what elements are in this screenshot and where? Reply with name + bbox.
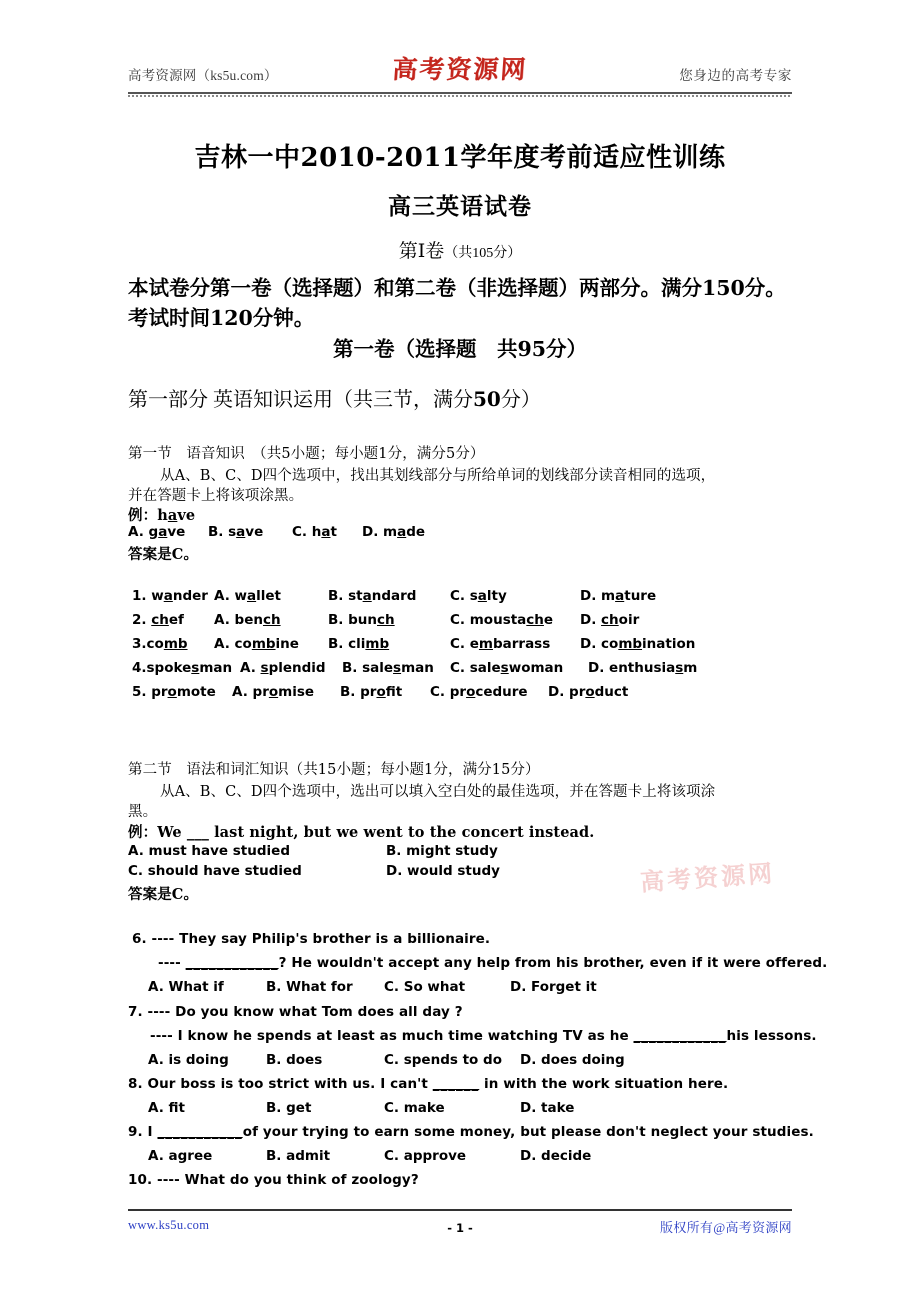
part-one-heading xyxy=(128,383,541,412)
exam-subtitle: 高三英语试卷 xyxy=(388,193,532,220)
section-one-example-word xyxy=(128,504,195,525)
header-tagline: 您身边的高考专家 xyxy=(679,68,792,83)
option-b: B. climb xyxy=(328,636,390,652)
volume-one-heading: 第一卷（选择题 共95分） xyxy=(332,337,588,361)
section-two-heading: 第二节 语法和词汇知识（共15小题；每小题1分，满分15分） xyxy=(128,762,540,778)
section-one-instruction-line1: 从A、B、C、D四个选项中，找出其划线部分与所给单词的划线部分读音相同的选项， xyxy=(160,468,716,484)
section-two-example-stem: 例：We ___ last night, but we went to the concert instead. xyxy=(128,824,595,841)
question-6-line2: ---- ____________? He wouldn't accept any help from his brother, even if it were offered. xyxy=(158,955,828,971)
question-8-options xyxy=(148,1100,768,1118)
example-word-underlined: a xyxy=(167,507,178,524)
question-stem: 2. chef xyxy=(132,612,184,628)
question-6-options xyxy=(148,979,768,997)
question-7-options xyxy=(148,1052,768,1070)
phonetic-question-row xyxy=(132,660,772,678)
option-d: D. decide xyxy=(520,1148,592,1164)
phonetic-question-row xyxy=(132,588,772,606)
option-d: D. Forget it xyxy=(510,979,597,995)
volume-heading xyxy=(0,236,920,263)
page-number: - 1 - xyxy=(447,1221,473,1235)
option-b: B. admit xyxy=(266,1148,331,1164)
question-stem: 1. wander xyxy=(132,588,208,604)
example-option-b: B. save xyxy=(208,524,264,540)
volume-label: 第Ⅰ卷 xyxy=(398,241,445,262)
option-d: D. take xyxy=(520,1100,575,1116)
volume-note: （共105分） xyxy=(444,246,522,261)
section-one-example-options xyxy=(128,524,748,542)
option-a: A. is doing xyxy=(148,1052,229,1068)
option-b: B. salesman xyxy=(342,660,434,676)
header-rule-thick xyxy=(128,92,792,94)
option-d: D. does doing xyxy=(520,1052,625,1068)
section-two-example-options-row xyxy=(128,863,728,881)
section-one-example-answer: 答案是C。 xyxy=(128,546,199,563)
question-stem: 4.spokesman xyxy=(132,660,233,676)
example-option-a: A. gave xyxy=(128,524,186,540)
option-a: A. bench xyxy=(214,612,281,628)
section-two-instruction-line1: 从A、B、C、D四个选项中，选出可以填入空白处的最佳选项，并在答题卡上将该项涂 xyxy=(160,784,716,800)
header-logo: 高考资源网 xyxy=(391,55,529,84)
section-two-example-answer: 答案是C。 xyxy=(128,886,199,903)
answer-blank: ______ xyxy=(432,1076,480,1092)
option-d: D. combination xyxy=(580,636,696,652)
question-7-line1: 7. ---- Do you know what Tom does all day ? xyxy=(128,1004,463,1020)
document-header xyxy=(128,56,792,94)
option-c: C. moustache xyxy=(450,612,554,628)
answer-blank: ____________ xyxy=(185,955,279,971)
question-stem: 5. promote xyxy=(132,684,216,700)
option-a: A. splendid xyxy=(240,660,326,676)
option-d: D. mature xyxy=(580,588,657,604)
option-a: A. combine xyxy=(214,636,299,652)
question-8-line1: 8. Our boss is too strict with us. I can't ______ in with the work situation here. xyxy=(128,1076,729,1092)
option-c: C. spends to do xyxy=(384,1052,502,1068)
option-c: C. procedure xyxy=(430,684,528,700)
example-option-c: C. should have studied xyxy=(128,863,302,879)
header-site-name: 高考资源网（ks5u.com） xyxy=(128,68,278,83)
question-stem: 3.comb xyxy=(132,636,188,652)
part-one-heading-text: 第一部分 英语知识运用（共三节，满分 xyxy=(128,389,473,411)
phonetic-question-row xyxy=(132,612,772,630)
exam-title: 吉林一中2010-2011学年度考前适应性训练 xyxy=(194,143,726,173)
option-b: B. standard xyxy=(328,588,417,604)
example-option-d: D. made xyxy=(362,524,426,540)
option-d: D. choir xyxy=(580,612,640,628)
option-c: C. saleswoman xyxy=(450,660,564,676)
option-c: C. approve xyxy=(384,1148,467,1164)
section-one-heading: 第一节 语音知识 （共5小题；每小题1分，满分5分） xyxy=(128,446,485,462)
phonetic-question-row xyxy=(132,684,772,702)
option-b: B. get xyxy=(266,1100,312,1116)
question-6-line1: 6. ---- They say Philip's brother is a billionaire. xyxy=(132,931,491,947)
section-one-instruction-line2: 并在答题卡上将该项涂黑。 xyxy=(128,488,304,504)
option-a: A. What if xyxy=(148,979,224,995)
option-d: D. product xyxy=(548,684,629,700)
example-word-pre: h xyxy=(157,507,168,524)
phonetic-question-row xyxy=(132,636,772,654)
option-d: D. enthusiasm xyxy=(588,660,698,676)
example-option-c: C. hat xyxy=(292,524,337,540)
option-b: B. does xyxy=(266,1052,323,1068)
footer-url[interactable]: www.ks5u.com xyxy=(128,1218,210,1232)
option-c: C. salty xyxy=(450,588,507,604)
question-9-options xyxy=(148,1148,768,1166)
answer-blank: ___________ xyxy=(157,1124,243,1140)
section-two-example-options-row xyxy=(128,843,728,861)
example-label: 例： xyxy=(128,507,158,524)
option-b: B. What for xyxy=(266,979,353,995)
option-a: A. wallet xyxy=(214,588,281,604)
option-a: A. agree xyxy=(148,1148,213,1164)
example-option-a: A. must have studied xyxy=(128,843,290,859)
header-rule-dotted xyxy=(128,95,792,97)
option-c: C. So what xyxy=(384,979,466,995)
option-c: C. make xyxy=(384,1100,445,1116)
example-option-b: B. might study xyxy=(386,843,498,859)
exam-instructions: 本试卷分第一卷（选择题）和第二卷（非选择题）两部分。满分150分。考试时间120分钟。 xyxy=(128,276,786,330)
footer-rule xyxy=(128,1209,792,1211)
option-a: A. fit xyxy=(148,1100,185,1116)
question-10-line1: 10. ---- What do you think of zoology? xyxy=(128,1172,419,1188)
option-a: A. promise xyxy=(232,684,315,700)
example-word-post: ve xyxy=(177,507,196,524)
option-c: C. embarrass xyxy=(450,636,551,652)
question-9-line1: 9. I ___________of your trying to earn some money, but please don't neglect your studies. xyxy=(128,1124,814,1140)
option-b: B. profit xyxy=(340,684,403,700)
footer-copyright: 版权所有@高考资源网 xyxy=(660,1220,792,1235)
part-one-heading-tail: 分） xyxy=(500,389,541,411)
part-one-score: 50 xyxy=(473,387,501,411)
section-two-instruction-line2: 黑。 xyxy=(128,804,158,820)
question-7-line2: ---- I know he spends at least as much time watching TV as he ____________his lessons. xyxy=(150,1028,817,1044)
example-option-d: D. would study xyxy=(386,863,500,879)
answer-blank: ____________ xyxy=(633,1028,727,1044)
page-watermark: 高考资源网 xyxy=(639,858,776,897)
option-b: B. bunch xyxy=(328,612,395,628)
